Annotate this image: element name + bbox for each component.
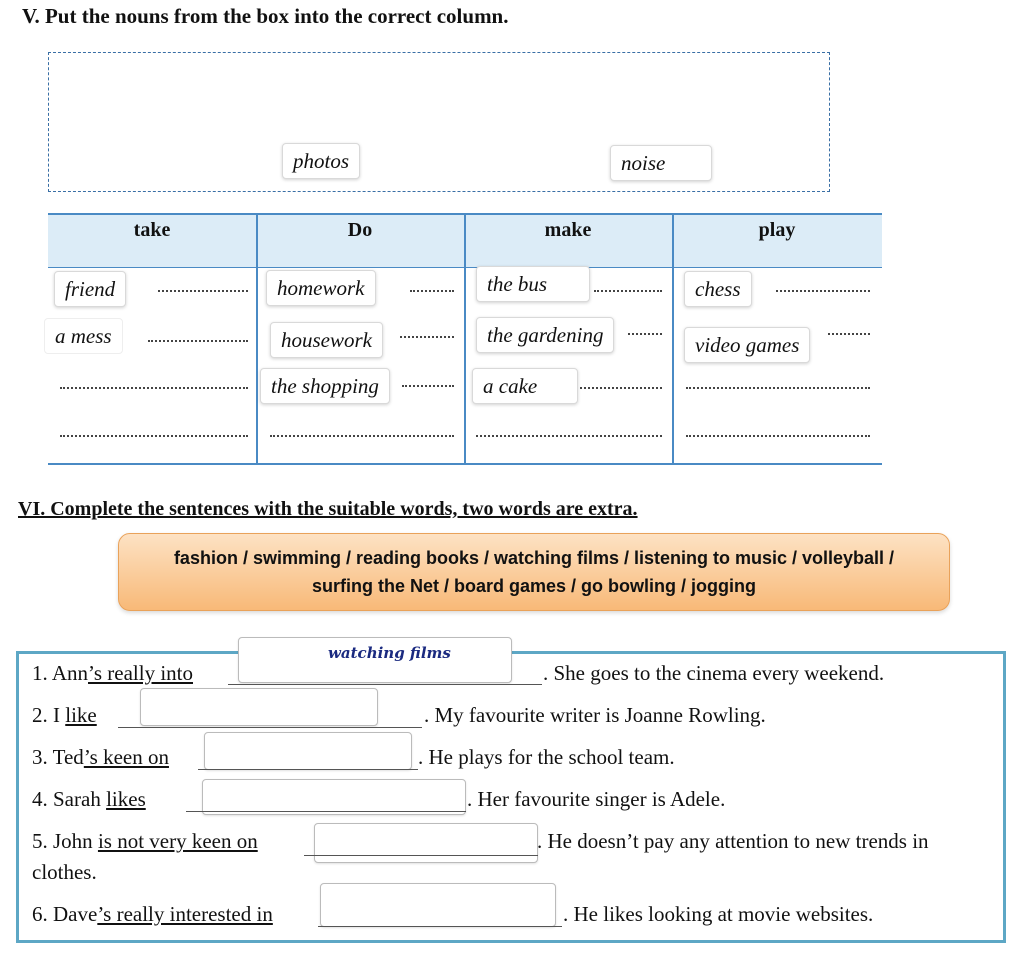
placed-word-housework[interactable]: housework xyxy=(270,322,383,358)
blank-line xyxy=(318,926,562,927)
answer-line xyxy=(686,387,870,389)
sentence-4-subject: 4. Sarah xyxy=(32,787,101,811)
word-bank xyxy=(118,533,950,611)
answer-line xyxy=(410,290,454,292)
answer-line xyxy=(686,435,870,437)
placed-word-a-cake[interactable]: a cake xyxy=(472,368,578,404)
word-chip-noise[interactable]: noise xyxy=(610,145,712,181)
blank-line xyxy=(118,727,422,728)
section-5-title: V. Put the nouns from the box into the correct column. xyxy=(22,4,509,28)
placed-word-a-mess[interactable]: a mess xyxy=(44,318,123,354)
column-divider xyxy=(464,213,466,465)
word-bank-line-1: fashion / swimming / reading books / watching films / listening to music / volleyball / xyxy=(173,548,895,568)
sentence-5-rest: . He doesn’t pay any attention to new trends in xyxy=(537,829,929,853)
answer-field-3[interactable] xyxy=(204,732,412,770)
sentence-4-rest: . Her favourite singer is Adele. xyxy=(467,787,726,811)
placed-word-chess[interactable]: chess xyxy=(684,271,752,307)
answer-line xyxy=(594,290,662,292)
word-box xyxy=(48,52,830,192)
word-bank-line-2: surfing the Net / board games / go bowling / jogging xyxy=(312,576,756,596)
answer-line xyxy=(580,387,662,389)
sentence-6 xyxy=(32,902,273,927)
sentence-5 xyxy=(32,829,258,854)
sentence-5-continuation: clothes. xyxy=(32,860,97,884)
sentence-5-subject: 5. John xyxy=(32,829,93,853)
answer-line xyxy=(400,336,454,338)
blank-line xyxy=(304,855,538,856)
answer-line xyxy=(828,333,870,335)
blank-line xyxy=(198,769,418,770)
column-divider xyxy=(256,213,258,465)
blank-line xyxy=(228,684,542,685)
sentence-3-keyword: ’s keen on xyxy=(83,745,169,769)
answer-field-4[interactable] xyxy=(202,779,466,815)
column-header-make: make xyxy=(544,219,592,241)
sentence-2-rest: . My favourite writer is Joanne Rowling. xyxy=(424,703,766,727)
placed-word-friend[interactable]: friend xyxy=(54,271,126,307)
placed-word-homework[interactable]: homework xyxy=(266,270,376,306)
column-header-play: play xyxy=(758,219,796,241)
sentence-1 xyxy=(32,661,193,686)
answer-line xyxy=(60,387,248,389)
answer-line xyxy=(402,385,454,387)
sentence-5-keyword: is not very keen on xyxy=(97,829,258,853)
placed-word-the-bus[interactable]: the bus xyxy=(476,266,590,302)
sentence-1-keyword: ’s really into xyxy=(88,661,193,685)
handwritten-answer-1: watching films xyxy=(328,644,451,662)
placed-word-the-gardening[interactable]: the gardening xyxy=(476,317,614,353)
column-header-do: Do xyxy=(347,219,373,241)
answer-line xyxy=(476,435,662,437)
sentence-3 xyxy=(32,745,169,770)
answer-line xyxy=(628,333,662,335)
sentence-3-subject: 3. Ted xyxy=(32,745,84,769)
sentence-6-keyword: ’s really interested in xyxy=(97,902,273,926)
sentence-1-subject: 1. Ann xyxy=(32,661,89,685)
sentence-4-keyword: likes xyxy=(106,787,146,811)
sentence-1-rest: . She goes to the cinema every weekend. xyxy=(543,661,885,685)
answer-field-2[interactable] xyxy=(140,688,378,726)
sentence-6-rest: . He likes looking at movie websites. xyxy=(563,902,874,926)
sentence-2-subject: 2. I xyxy=(32,703,60,727)
table-bottom-border xyxy=(48,463,882,465)
column-header-take: take xyxy=(133,219,171,241)
sentence-3-rest: . He plays for the school team. xyxy=(418,745,675,769)
answer-line xyxy=(158,290,248,292)
answer-line xyxy=(148,340,248,342)
section-6-title: VI. Complete the sentences with the suitable words, two words are extra. xyxy=(18,498,638,520)
sentence-2 xyxy=(32,703,97,728)
answer-line xyxy=(270,435,454,437)
answer-line xyxy=(60,435,248,437)
placed-word-video-games[interactable]: video games xyxy=(684,327,810,363)
placed-word-the-shopping[interactable]: the shopping xyxy=(260,368,390,404)
sentence-6-subject: 6. Dave xyxy=(32,902,98,926)
column-divider xyxy=(672,213,674,465)
answer-field-5[interactable] xyxy=(314,823,538,863)
blank-line xyxy=(186,811,466,812)
word-chip-photos[interactable]: photos xyxy=(282,143,360,179)
answer-field-6[interactable] xyxy=(320,883,556,927)
sentence-2-keyword: like xyxy=(65,703,97,727)
sentence-4 xyxy=(32,787,146,812)
answer-line xyxy=(776,290,870,292)
